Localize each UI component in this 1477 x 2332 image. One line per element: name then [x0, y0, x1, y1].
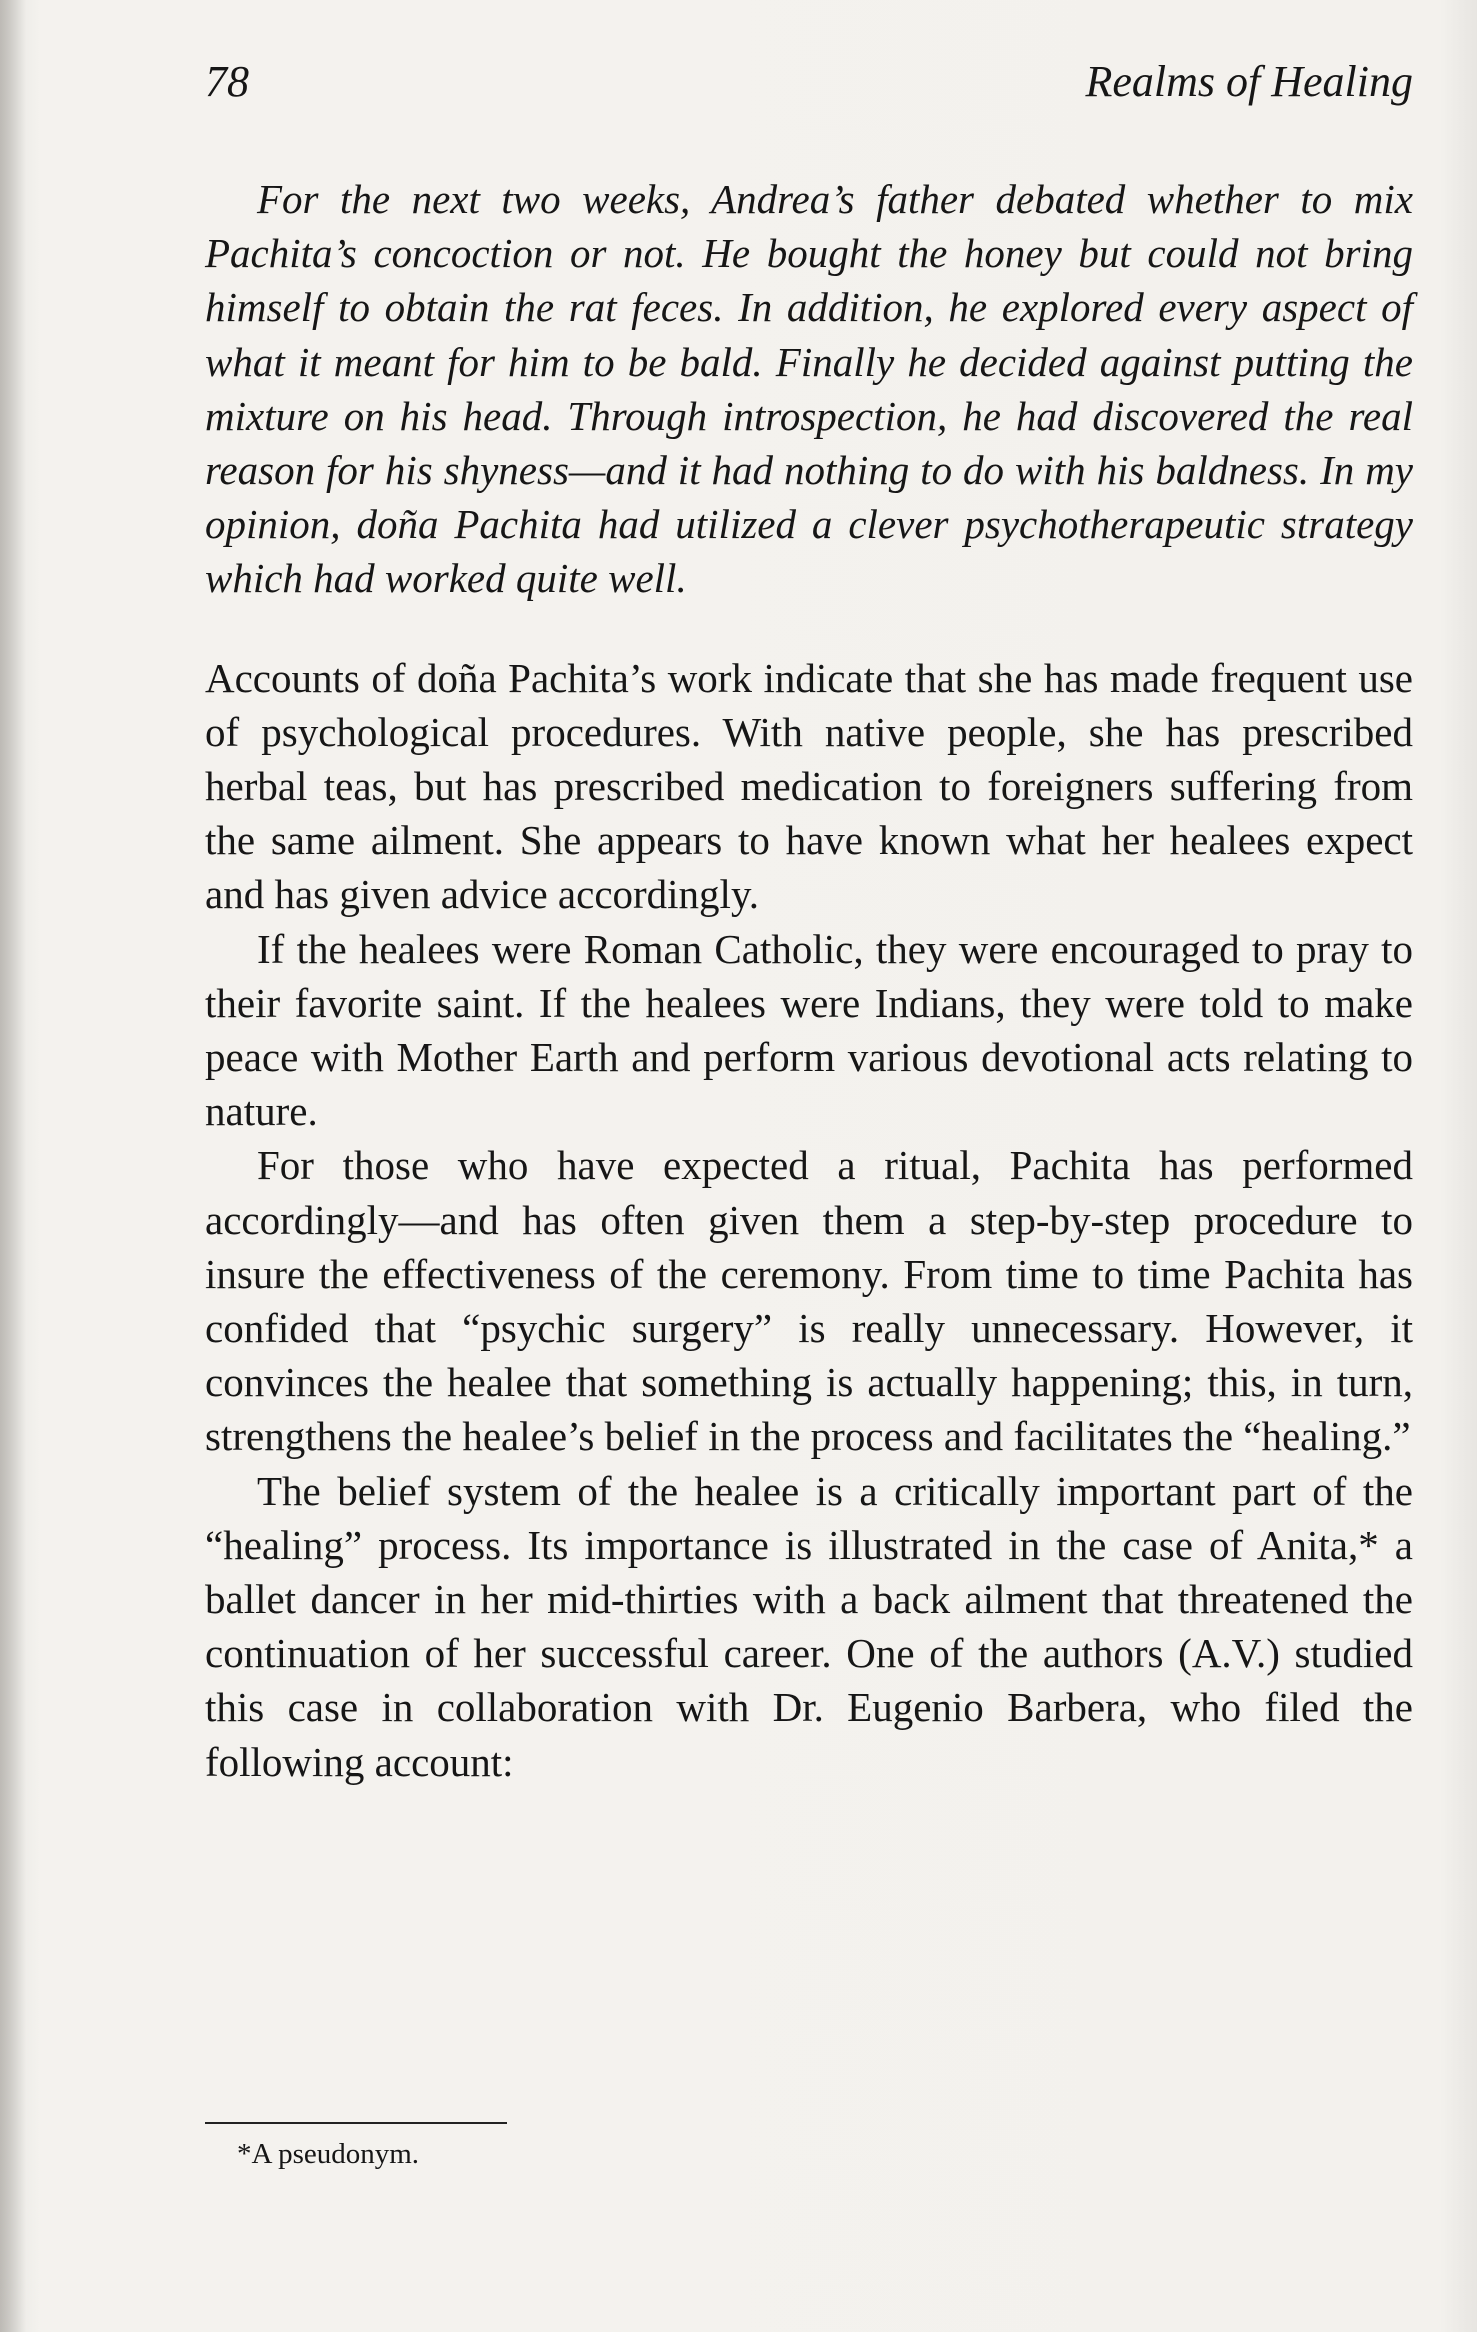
paragraph: If the healees were Roman Catholic, they were encouraged to pray to their favorite saint. If the healees were Indians, they were told to make peace with Mother Earth and perform various devotional acts relating to nature. — [205, 925, 1413, 1135]
body-text — [205, 172, 1413, 1789]
italic-paragraph: For the next two weeks, Andrea’s father debated whether to mix Pachita’s concoction or not. He bought the honey but could not bring himself to obtain the rat feces. In addition, he explored every aspect of what it meant for him to be bald. Finally he decided against putting the mixture on his head. Through introspection, he had discovered the real reason for his shyness—and it had nothing to do with his baldness. In my opinion, doña Pachita had utilized a clever psychotherapeutic strategy which had worked quite well. — [205, 176, 1413, 602]
page-header — [205, 56, 1413, 126]
paragraph: The belief system of the healee is a critically important part of the “healing” process. Its importance is illustrated in the case of Anita,* a ballet dancer in her mid-thirties with a back ailment that threatened the continuation of her successful career. One of the authors (A.V.) studied this case in collaboration with Dr. Eugenio Barbera, who filed the following account: — [205, 1467, 1413, 1785]
binding-shadow — [0, 0, 26, 2332]
paragraph: For those who have expected a ritual, Pachita has performed accordingly—and has often given them a step-by-step procedure to insure the effectiveness of the ceremony. From time to time Pachita has confided that “psychic surgery” is really unnecessary. However, it convinces the healee that something is actually happening; this, in turn, strengthens the healee’s belief in the process and facilitates the “healing.” — [205, 1142, 1413, 1460]
section-gap — [205, 606, 1413, 651]
footnote: *A pseudonym. — [237, 2138, 420, 2170]
footnote-rule — [205, 2122, 507, 2124]
paragraph: Accounts of doña Pachita’s work indicate that she has made frequent use of psychological procedures. With native people, she has prescribed herbal teas, but has prescribed medication to foreigners suffering from the same ailment. She appears to have known what her healees expect and has given advice accordingly. — [205, 654, 1413, 918]
running-title: Realms of Healing — [1085, 57, 1413, 106]
page-number: 78 — [205, 57, 249, 106]
